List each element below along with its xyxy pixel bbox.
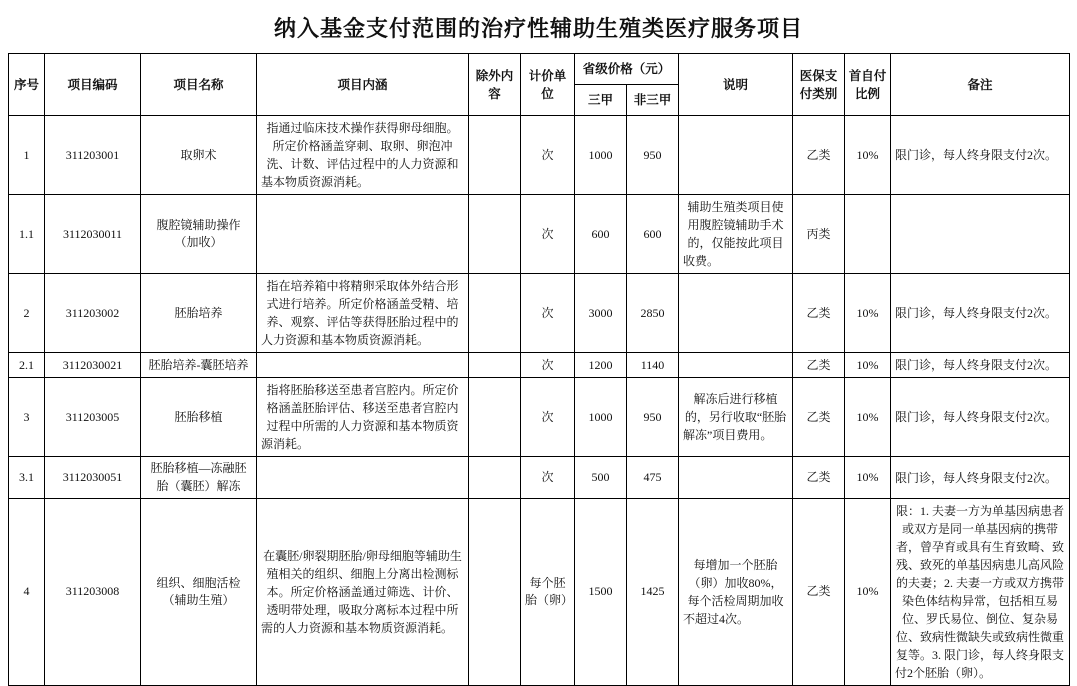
cell-code: 3112030021 bbox=[45, 353, 141, 378]
cell-price-level1: 3000 bbox=[575, 274, 627, 353]
cell-price-level1: 500 bbox=[575, 457, 627, 499]
cell-connotation: 指通过临床技术操作获得卵母细胞。所定价格涵盖穿刺、取卵、卵泡冲洗、计数、评估过程中的人力资源和基本物质资源消耗。 bbox=[257, 116, 469, 195]
cell-remark: 限门诊，每人终身限支付2次。 bbox=[891, 353, 1070, 378]
cell-price-level2: 1425 bbox=[627, 499, 679, 686]
cell-self-pay-ratio bbox=[845, 195, 891, 274]
cell-price-level1: 600 bbox=[575, 195, 627, 274]
cell-exclusion bbox=[469, 195, 521, 274]
header-description: 说明 bbox=[679, 54, 793, 116]
cell-seq: 3.1 bbox=[9, 457, 45, 499]
cell-exclusion bbox=[469, 116, 521, 195]
cell-seq: 1 bbox=[9, 116, 45, 195]
cell-description bbox=[679, 274, 793, 353]
cell-exclusion bbox=[469, 353, 521, 378]
table-row bbox=[9, 353, 1070, 378]
table-row bbox=[9, 195, 1070, 274]
cell-self-pay-ratio: 10% bbox=[845, 116, 891, 195]
cell-unit: 次 bbox=[521, 353, 575, 378]
cell-seq: 4 bbox=[9, 499, 45, 686]
cell-connotation: 指在培养箱中将精卵采取体外结合形式进行培养。所定价格涵盖受精、培养、观察、评估等获得胚胎过程中的人力资源和基本物质资源消耗。 bbox=[257, 274, 469, 353]
cell-seq: 3 bbox=[9, 378, 45, 457]
cell-insurance-type: 乙类 bbox=[793, 378, 845, 457]
cell-price-level2: 2850 bbox=[627, 274, 679, 353]
cell-price-level2: 475 bbox=[627, 457, 679, 499]
cell-remark: 限门诊，每人终身限支付2次。 bbox=[891, 274, 1070, 353]
cell-name: 胚胎移植—冻融胚胎（囊胚）解冻 bbox=[141, 457, 257, 499]
cell-unit: 次 bbox=[521, 195, 575, 274]
cell-name: 腹腔镜辅助操作（加收） bbox=[141, 195, 257, 274]
cell-exclusion bbox=[469, 457, 521, 499]
cell-seq: 2 bbox=[9, 274, 45, 353]
cell-self-pay-ratio: 10% bbox=[845, 499, 891, 686]
cell-self-pay-ratio: 10% bbox=[845, 274, 891, 353]
cell-insurance-type: 乙类 bbox=[793, 353, 845, 378]
cell-code: 311203005 bbox=[45, 378, 141, 457]
cell-code: 311203001 bbox=[45, 116, 141, 195]
header-connotation: 项目内涵 bbox=[257, 54, 469, 116]
header-name: 项目名称 bbox=[141, 54, 257, 116]
cell-name: 胚胎培养-囊胚培养 bbox=[141, 353, 257, 378]
cell-exclusion bbox=[469, 274, 521, 353]
header-self-pay-ratio: 首自付比例 bbox=[845, 54, 891, 116]
cell-description bbox=[679, 353, 793, 378]
cell-name: 胚胎移植 bbox=[141, 378, 257, 457]
cell-connotation: 指将胚胎移送至患者宫腔内。所定价格涵盖胚胎评估、移送至患者宫腔内过程中所需的人力资源和基本物质资源消耗。 bbox=[257, 378, 469, 457]
header-price-level2: 非三甲 bbox=[627, 85, 679, 116]
header-remark: 备注 bbox=[891, 54, 1070, 116]
cell-self-pay-ratio: 10% bbox=[845, 378, 891, 457]
cell-name: 胚胎培养 bbox=[141, 274, 257, 353]
table-header bbox=[9, 54, 1070, 116]
cell-connotation bbox=[257, 353, 469, 378]
cell-description: 解冻后进行移植的，另行收取“胚胎解冻”项目费用。 bbox=[679, 378, 793, 457]
cell-code: 311203008 bbox=[45, 499, 141, 686]
cell-description bbox=[679, 116, 793, 195]
cell-insurance-type: 丙类 bbox=[793, 195, 845, 274]
cell-connotation bbox=[257, 195, 469, 274]
header-insurance-type: 医保支付类别 bbox=[793, 54, 845, 116]
cell-remark bbox=[891, 195, 1070, 274]
medical-service-table bbox=[8, 53, 1070, 686]
cell-remark: 限门诊，每人终身限支付2次。 bbox=[891, 457, 1070, 499]
cell-code: 3112030051 bbox=[45, 457, 141, 499]
cell-code: 311203002 bbox=[45, 274, 141, 353]
cell-price-level1: 1000 bbox=[575, 116, 627, 195]
cell-connotation: 在囊胚/卵裂期胚胎/卵母细胞等辅助生殖相关的组织、细胞上分离出检测标本。所定价格涵盖通过筛选、计价、透明带处理，吸取分离标本过程中所需的人力资源和基本物质资源消耗。 bbox=[257, 499, 469, 686]
cell-remark: 限门诊，每人终身限支付2次。 bbox=[891, 116, 1070, 195]
table-row bbox=[9, 378, 1070, 457]
cell-description: 辅助生殖类项目使用腹腔镜辅助手术的，仅能按此项目收费。 bbox=[679, 195, 793, 274]
table-header-row-1 bbox=[9, 54, 1070, 85]
cell-remark: 限：1. 夫妻一方为单基因病患者或双方是同一单基因病的携带者，曾孕育或具有生育致畸、致残、致死的单基因病患儿高风险的夫妻；2. 夫妻一方或双方携带染色体结构异常，包括相互易位、罗氏易位、倒位、复杂易位、致病性微缺失或致病性微重复等。3. 限门诊，每人终身限支付2个胚胎（卵）。 bbox=[891, 499, 1070, 686]
table-row bbox=[9, 274, 1070, 353]
cell-insurance-type: 乙类 bbox=[793, 274, 845, 353]
cell-exclusion bbox=[469, 378, 521, 457]
cell-unit: 每个胚胎（卵） bbox=[521, 499, 575, 686]
cell-connotation bbox=[257, 457, 469, 499]
cell-insurance-type: 乙类 bbox=[793, 116, 845, 195]
cell-price-level2: 950 bbox=[627, 116, 679, 195]
table-row bbox=[9, 457, 1070, 499]
cell-name: 取卵术 bbox=[141, 116, 257, 195]
header-seq: 序号 bbox=[9, 54, 45, 116]
header-exclusion: 除外内容 bbox=[469, 54, 521, 116]
cell-remark: 限门诊，每人终身限支付2次。 bbox=[891, 378, 1070, 457]
cell-code: 3112030011 bbox=[45, 195, 141, 274]
page-title: 纳入基金支付范围的治疗性辅助生殖类医疗服务项目 bbox=[273, 16, 803, 41]
cell-unit: 次 bbox=[521, 378, 575, 457]
cell-unit: 次 bbox=[521, 457, 575, 499]
header-code: 项目编码 bbox=[45, 54, 141, 116]
table-row bbox=[9, 116, 1070, 195]
cell-price-level1: 1200 bbox=[575, 353, 627, 378]
cell-name: 组织、细胞活检（辅助生殖） bbox=[141, 499, 257, 686]
cell-price-level1: 1000 bbox=[575, 378, 627, 457]
cell-insurance-type: 乙类 bbox=[793, 457, 845, 499]
cell-self-pay-ratio: 10% bbox=[845, 353, 891, 378]
cell-price-level2: 950 bbox=[627, 378, 679, 457]
cell-seq: 1.1 bbox=[9, 195, 45, 274]
header-price-level1: 三甲 bbox=[575, 85, 627, 116]
cell-unit: 次 bbox=[521, 274, 575, 353]
header-province-price: 省级价格（元） bbox=[575, 54, 679, 85]
cell-price-level2: 600 bbox=[627, 195, 679, 274]
cell-insurance-type: 乙类 bbox=[793, 499, 845, 686]
cell-description: 每增加一个胚胎（卵）加收80%，每个活检周期加收不超过4次。 bbox=[679, 499, 793, 686]
cell-exclusion bbox=[469, 499, 521, 686]
cell-seq: 2.1 bbox=[9, 353, 45, 378]
table-row bbox=[9, 499, 1070, 686]
cell-self-pay-ratio: 10% bbox=[845, 457, 891, 499]
cell-description bbox=[679, 457, 793, 499]
cell-price-level2: 1140 bbox=[627, 353, 679, 378]
header-unit: 计价单位 bbox=[521, 54, 575, 116]
cell-price-level1: 1500 bbox=[575, 499, 627, 686]
table-body bbox=[9, 116, 1070, 686]
cell-unit: 次 bbox=[521, 116, 575, 195]
